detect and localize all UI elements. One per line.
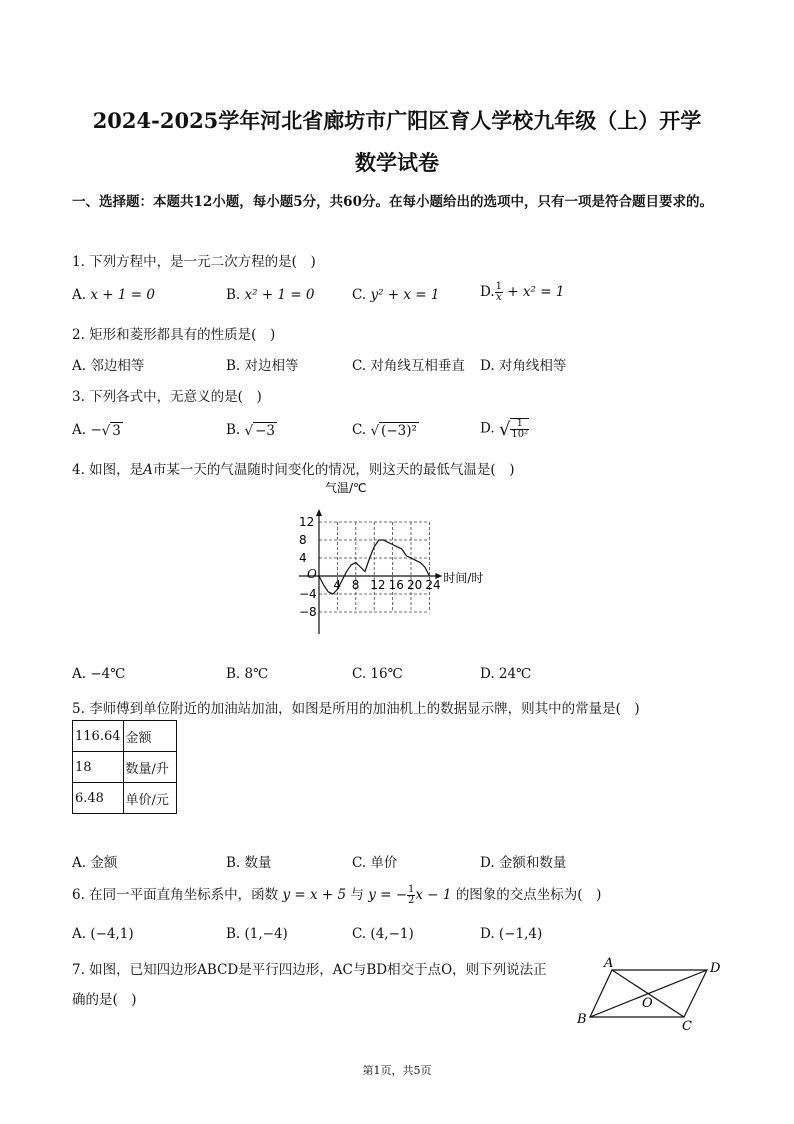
q1-option-b: B. x² + 1 = 0 (226, 287, 315, 303)
q3-option-c: C. √ (−3)² (352, 422, 417, 439)
vertex-label-b: B (577, 1012, 587, 1027)
temperature-chart (285, 478, 515, 636)
q3-stem: 3. 下列各式中，无意义的是( ) (72, 389, 262, 405)
q6-option-b: B. (1,−4) (226, 926, 288, 942)
x-tick-label: 16 (388, 578, 404, 592)
y-tick-label: 4 (299, 551, 307, 565)
q6-option-d: D. (−1,4) (480, 926, 543, 942)
table-cell: 单价/元 (123, 783, 176, 814)
table-cell: 116.64 (73, 721, 124, 752)
x-tick-label: 20 (407, 578, 423, 592)
parallelogram-figure (572, 955, 732, 1035)
chart-origin-label: O (307, 567, 317, 581)
q6-option-a: A. (−4,1) (72, 926, 134, 942)
q4-option-d: D. 24℃ (480, 666, 532, 682)
table-cell: 6.48 (73, 783, 124, 814)
q5-option-d: D. 金额和数量 (480, 855, 567, 871)
q2-stem: 2. 矩形和菱形都具有的性质是( ) (72, 327, 276, 343)
page-footer: 第1页，共5页 (362, 1064, 432, 1077)
x-tick-label: 4 (333, 578, 342, 592)
q7-stem-line1: 7. 如图，已知四边形ABCD是平行四边形，AC与BD相交于点O，则下列说法正 (72, 962, 547, 978)
table-row (73, 752, 177, 783)
intersection-label-o: O (642, 996, 653, 1011)
y-tick-label: 12 (299, 515, 315, 529)
y-tick-label: −8 (299, 605, 317, 619)
y-axis-arrow (316, 509, 322, 516)
x-tick-label: 8 (351, 578, 360, 592)
q5-option-c: C. 单价 (352, 855, 398, 871)
q3-option-a: A. −√ 3 (72, 422, 121, 439)
vertex-label-a: A (604, 956, 614, 971)
q1-option-c: C. y² + x = 1 (352, 287, 440, 303)
table-cell: 金额 (123, 721, 176, 752)
q5-stem: 5. 李师傅到单位附近的加油站加油，如图是所用的加油机上的数据显示牌，则其中的常量是( ) (72, 701, 640, 717)
table-cell: 18 (73, 752, 124, 783)
table-row (73, 783, 177, 814)
chart-tick-labels (299, 515, 441, 619)
chart-axes (299, 509, 442, 634)
q6-option-c: C. (4,−1) (352, 926, 414, 942)
q2-option-a: A. 邻边相等 (72, 358, 145, 374)
q1-option-a: A. x + 1 = 0 (72, 287, 155, 303)
vertex-label-d: D (710, 961, 721, 976)
q1-stem: 1. 下列方程中，是一元二次方程的是( ) (72, 254, 316, 270)
q1-option-d: D. $\frac{1}{x}$ + x² = 1 (480, 281, 565, 303)
y-tick-label: 8 (299, 533, 307, 547)
chart-grid (319, 522, 429, 612)
page-title-line2: 数学试卷 (355, 150, 439, 175)
fuel-pump-display-table (72, 720, 177, 814)
chart-y-axis-label: 气温/℃ (325, 481, 367, 495)
q4-option-b: B. 8℃ (226, 666, 269, 682)
vertex-label-c: C (682, 1019, 692, 1034)
q4-stem: 4. 如图，是A市某一天的气温随时间变化的情况，则这天的最低气温是( ) (72, 462, 515, 478)
q4-option-c: C. 16℃ (352, 666, 403, 682)
q3-option-d: D. √ $\frac{1}{\text{10²}}$ (480, 418, 529, 440)
chart-x-axis-label: 时间/时 (443, 571, 484, 585)
x-tick-label: 12 (370, 578, 386, 592)
q4-option-a: A. −4℃ (72, 666, 126, 682)
q2-option-c: C. 对角线互相垂直 (352, 358, 465, 374)
q2-option-d: D. 对角线相等 (480, 358, 567, 374)
page-title-line1: 2024-2025学年河北省廊坊市广阳区育人学校九年级（上）开学 (92, 108, 702, 133)
q2-option-b: B. 对边相等 (226, 358, 299, 374)
x-tick-label: 24 (425, 578, 441, 592)
q5-option-b: B. 数量 (226, 855, 272, 871)
y-tick-label: −4 (299, 587, 317, 601)
q5-option-a: A. 金额 (72, 855, 118, 871)
section-header: 一、选择题：本题共12小题，每小题5分，共60分。在每小题给出的选项中，只有一项是符合题目要求的。 (72, 194, 713, 210)
q7-stem-line2: 确的是( ) (72, 992, 137, 1008)
table-cell: 数量/升 (123, 752, 176, 783)
q6-stem: 6. 在同一平面直角坐标系中，函数 y = x + 5 与 y = − $\frac{1}{2}$ x − 1 的图象的交点坐标为( ) (72, 884, 602, 906)
q3-option-b: B. √ −3 (226, 422, 276, 439)
table-row (73, 721, 177, 752)
